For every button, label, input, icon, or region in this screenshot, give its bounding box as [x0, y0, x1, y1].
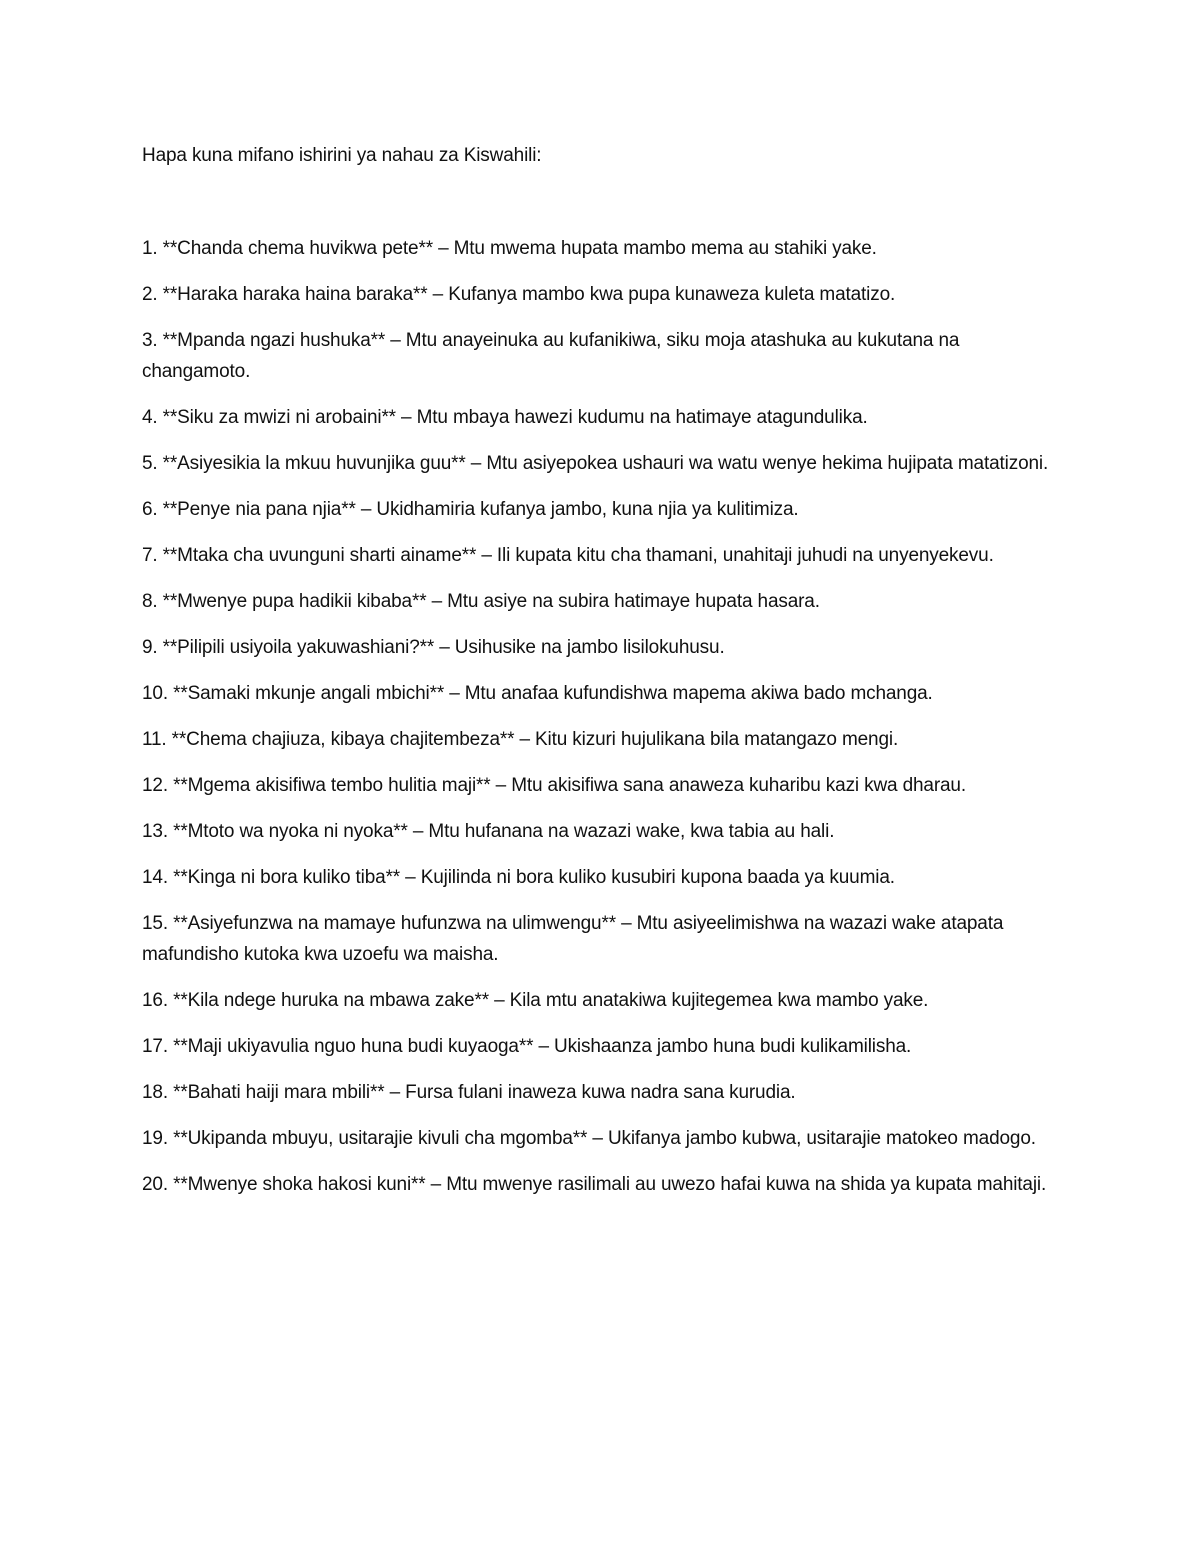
- idiom-item: 20. **Mwenye shoka hakosi kuni** – Mtu mwenye rasilimali au uwezo hafai kuwa na shida ya kupata mahitaji.: [142, 1174, 1047, 1195]
- idiom-item: 5. **Asiyesikia la mkuu huvunjika guu** – Mtu asiyepokea ushauri wa watu wenye hekima hujipata matatizoni.: [142, 453, 1049, 474]
- idiom-item: 3. **Mpanda ngazi hushuka** – Mtu anayeinuka au kufanikiwa, siku moja atashuka au kukutana na changamoto.: [142, 330, 960, 382]
- idiom-item: 16. **Kila ndege huruka na mbawa zake** – Kila mtu anatakiwa kujitegemea kwa mambo yake.: [142, 990, 929, 1011]
- idiom-item: 15. **Asiyefunzwa na mamaye hufunzwa na ulimwengu** – Mtu asiyeelimishwa na wazazi wake atapata mafundisho kutoka kwa uzoefu wa maisha.: [142, 913, 1004, 965]
- idiom-item: 9. **Pilipili usiyoila yakuwashiani?** – Usihusike na jambo lisilokuhusu.: [142, 637, 725, 658]
- idiom-item: 11. **Chema chajiuza, kibaya chajitembeza** – Kitu kizuri hujulikana bila matangazo mengi.: [142, 729, 899, 750]
- idiom-list: [142, 233, 1072, 1200]
- idiom-item: 12. **Mgema akisifiwa tembo hulitia maji** – Mtu akisifiwa sana anaweza kuharibu kazi kwa dharau.: [142, 775, 966, 796]
- idiom-item: 7. **Mtaka cha uvunguni sharti ainame** – Ili kupata kitu cha thamani, unahitaji juhudi na unyenyekevu.: [142, 545, 994, 566]
- idiom-item: 17. **Maji ukiyavulia nguo huna budi kuyaoga** – Ukishaanza jambo huna budi kulikamilisha.: [142, 1036, 912, 1057]
- idiom-item: 19. **Ukipanda mbuyu, usitarajie kivuli cha mgomba** – Ukifanya jambo kubwa, usitarajie matokeo madogo.: [142, 1128, 1036, 1149]
- idiom-item: 14. **Kinga ni bora kuliko tiba** – Kujilinda ni bora kuliko kusubiri kupona baada ya kuumia.: [142, 867, 895, 888]
- document-body: [142, 140, 1072, 1215]
- idiom-item: 6. **Penye nia pana njia** – Ukidhamiria kufanya jambo, kuna njia ya kulitimiza.: [142, 499, 799, 520]
- idiom-item: 8. **Mwenye pupa hadikii kibaba** – Mtu asiye na subira hatimaye hupata hasara.: [142, 591, 820, 612]
- intro-text: Hapa kuna mifano ishirini ya nahau za Kiswahili:: [142, 145, 542, 166]
- idiom-item: 13. **Mtoto wa nyoka ni nyoka** – Mtu hufanana na wazazi wake, kwa tabia au hali.: [142, 821, 835, 842]
- idiom-item: 18. **Bahati haiji mara mbili** – Fursa fulani inaweza kuwa nadra sana kurudia.: [142, 1082, 796, 1103]
- idiom-item: 1. **Chanda chema huvikwa pete** – Mtu mwema hupata mambo mema au stahiki yake.: [142, 238, 877, 259]
- idiom-item: 4. **Siku za mwizi ni arobaini** – Mtu mbaya hawezi kudumu na hatimaye atagundulika.: [142, 407, 868, 428]
- idiom-item: 10. **Samaki mkunje angali mbichi** – Mtu anafaa kufundishwa mapema akiwa bado mchanga.: [142, 683, 933, 704]
- idiom-item: 2. **Haraka haraka haina baraka** – Kufanya mambo kwa pupa kunaweza kuleta matatizo.: [142, 284, 896, 305]
